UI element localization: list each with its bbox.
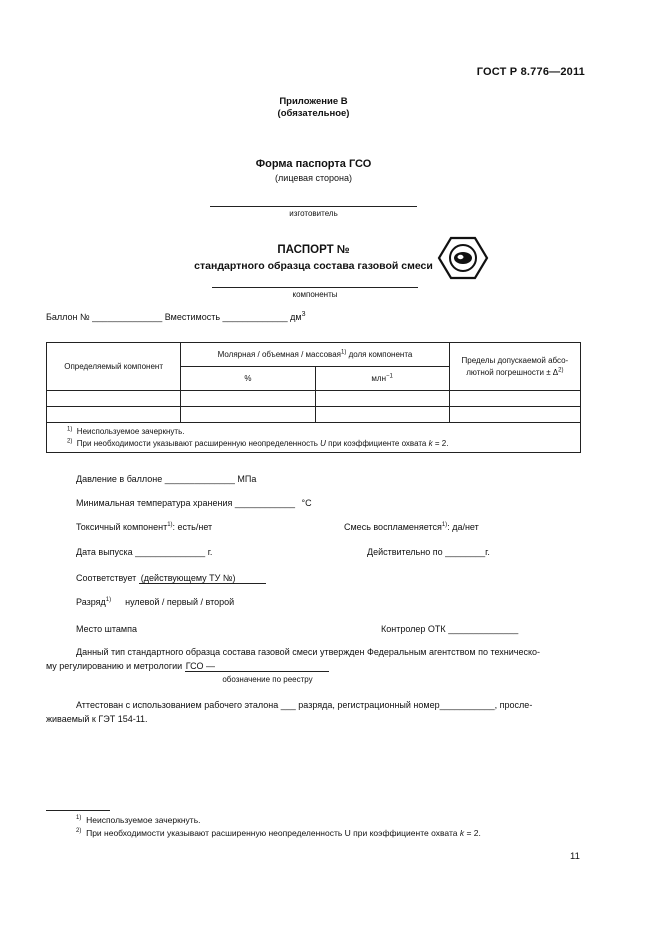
- col-error-header-line2: лютной погрешности ± $\Delta^{2)}$: [466, 366, 564, 377]
- passport-subtitle: стандартного образца состава газовой смеси: [194, 260, 433, 272]
- capacity-unit-sup: 3: [301, 311, 306, 318]
- flammable-label: Смесь воспламеняется: [344, 522, 442, 532]
- manufacturer-line: [210, 206, 417, 207]
- table-cell[interactable]: [449, 407, 580, 423]
- table-footnote-1: $^{1)}$ Неиспользуемое зачеркнуть.: [67, 425, 185, 436]
- table-footnote-2: $^{2)}$ При необходимости указывают расширенную неопределенность U при коэффициенте охвата k = 2.: [67, 437, 449, 448]
- standard-mark-icon: [437, 236, 489, 280]
- registration-blank[interactable]: ___________: [439, 700, 495, 710]
- cylinder-number-blank[interactable]: ______________: [92, 312, 163, 322]
- inspector-row: [381, 624, 518, 634]
- manufacturer-caption: изготовитель: [289, 209, 338, 218]
- approval-line-1: Данный тип стандартного образца состава газовой смеси утвержден Федеральным агентством по техническо-: [76, 647, 541, 657]
- min-temp-blank[interactable]: ____________: [234, 498, 295, 508]
- col-fraction-header-tail: доля компонента: [348, 350, 413, 359]
- flammable-sup: 1): [441, 522, 448, 528]
- table-cell[interactable]: [181, 407, 315, 423]
- pressure-row: [76, 474, 256, 484]
- inspector-label: Контролер ОТК: [381, 624, 446, 634]
- grade-blank[interactable]: ___: [280, 700, 296, 710]
- toxic-row: [76, 522, 212, 532]
- standard-id: ГОСТ Р 8.776—2011: [476, 66, 585, 78]
- col-error-header-sup: 2): [558, 366, 564, 373]
- conforms-label: Соответствует: [76, 573, 137, 583]
- components-caption: компоненты: [292, 290, 338, 299]
- col-fraction-header-sup: 1): [340, 349, 347, 356]
- certification-line-1: Аттестован с использованием рабочего эталона ___ разряда, регистрационный номер___________, просле-: [76, 700, 533, 710]
- cylinder-label: Баллон №: [46, 312, 90, 322]
- table-cell[interactable]: [449, 391, 580, 407]
- footnote-separator: [46, 810, 110, 811]
- grade-sup: 1): [105, 597, 112, 603]
- stamp-place: Место штампа: [76, 624, 137, 634]
- capacity-blank[interactable]: _____________: [222, 312, 288, 322]
- page-number: 11: [570, 851, 580, 862]
- pressure-label: Давление в баллоне: [76, 474, 163, 484]
- form-subtitle: (лицевая сторона): [275, 173, 352, 183]
- flammable-row: [344, 522, 479, 532]
- registry-caption: обозначение по реестру: [222, 675, 313, 684]
- passport-title: ПАСПОРТ №: [277, 244, 350, 256]
- appendix-heading: [0, 96, 627, 120]
- components-line: [212, 287, 418, 288]
- issue-date-unit: г.: [207, 547, 213, 557]
- col-percent-header: %: [181, 367, 315, 391]
- grade-row: [76, 597, 234, 607]
- col-fraction-header-text: Молярная / объемная / массовая: [217, 350, 341, 359]
- table-footnotes: [47, 423, 581, 453]
- col-fraction-header: [181, 343, 450, 367]
- form-title: Форма паспорта ГСО: [255, 158, 372, 170]
- conforms-value[interactable]: (действующему ТУ №): [139, 573, 266, 584]
- table-cell[interactable]: [315, 407, 449, 423]
- capacity-unit: дм: [290, 312, 302, 322]
- inspector-blank[interactable]: ______________: [448, 624, 519, 634]
- grade-values: нулевой / первый / второй: [125, 597, 235, 607]
- col-ppm-header-sup: −1: [386, 373, 393, 380]
- certification-line-2: живаемый к ГЭТ 154-11.: [46, 714, 148, 724]
- min-temp-unit: °С: [301, 498, 312, 508]
- flammable-values: : да/нет: [447, 522, 479, 532]
- toxic-label: Токсичный компонент: [76, 522, 168, 532]
- appendix-title: Приложение В: [279, 96, 348, 107]
- toxic-values: : есть/нет: [172, 522, 213, 532]
- toxic-sup: 1): [167, 522, 173, 528]
- table-cell[interactable]: [47, 407, 181, 423]
- min-temp-row: [76, 498, 312, 508]
- valid-until-row: [367, 547, 490, 557]
- conforms-row: [76, 573, 266, 583]
- min-temp-label: Минимальная температура хранения: [76, 498, 233, 508]
- table-cell[interactable]: [47, 391, 181, 407]
- col-error-header: [449, 343, 580, 391]
- valid-until-label: Действительно по: [367, 547, 443, 557]
- table-cell[interactable]: [181, 391, 315, 407]
- page-footnote-1: $^{1)}$ Неиспользуемое зачеркнуть.: [76, 815, 201, 825]
- valid-until-blank[interactable]: ________: [445, 547, 486, 557]
- col-error-header-line1: Пределы допускаемой абсо-: [461, 355, 569, 365]
- col-ppm-header: млн$^{-1}$: [315, 367, 449, 391]
- valid-until-unit: г.: [485, 547, 490, 557]
- cylinder-row: [46, 312, 305, 322]
- col-component-header: Определяемый компонент: [47, 343, 181, 391]
- grade-label: Разряд: [76, 597, 106, 607]
- issue-date-label: Дата выпуска: [76, 547, 133, 557]
- approval-line-2-text: му регулированию и метрологии: [46, 661, 183, 671]
- issue-date-blank[interactable]: ______________: [135, 547, 206, 557]
- pressure-blank[interactable]: ______________: [164, 474, 235, 484]
- issue-date-row: [76, 547, 212, 557]
- approval-line-2: [46, 661, 329, 672]
- appendix-note: (обязательное): [277, 108, 350, 119]
- capacity-label: Вместимость: [164, 312, 221, 322]
- table-cell[interactable]: [315, 391, 449, 407]
- table-row: [47, 407, 581, 423]
- gso-registry-field[interactable]: ГСО —: [185, 661, 329, 672]
- table-row: [47, 391, 581, 407]
- page-footnote-2: $^{2)}$ При необходимости указывают расширенную неопределенность U при коэффициенте охвата k = 2.: [76, 828, 481, 838]
- components-table: [46, 342, 581, 453]
- pressure-unit: МПа: [237, 474, 257, 484]
